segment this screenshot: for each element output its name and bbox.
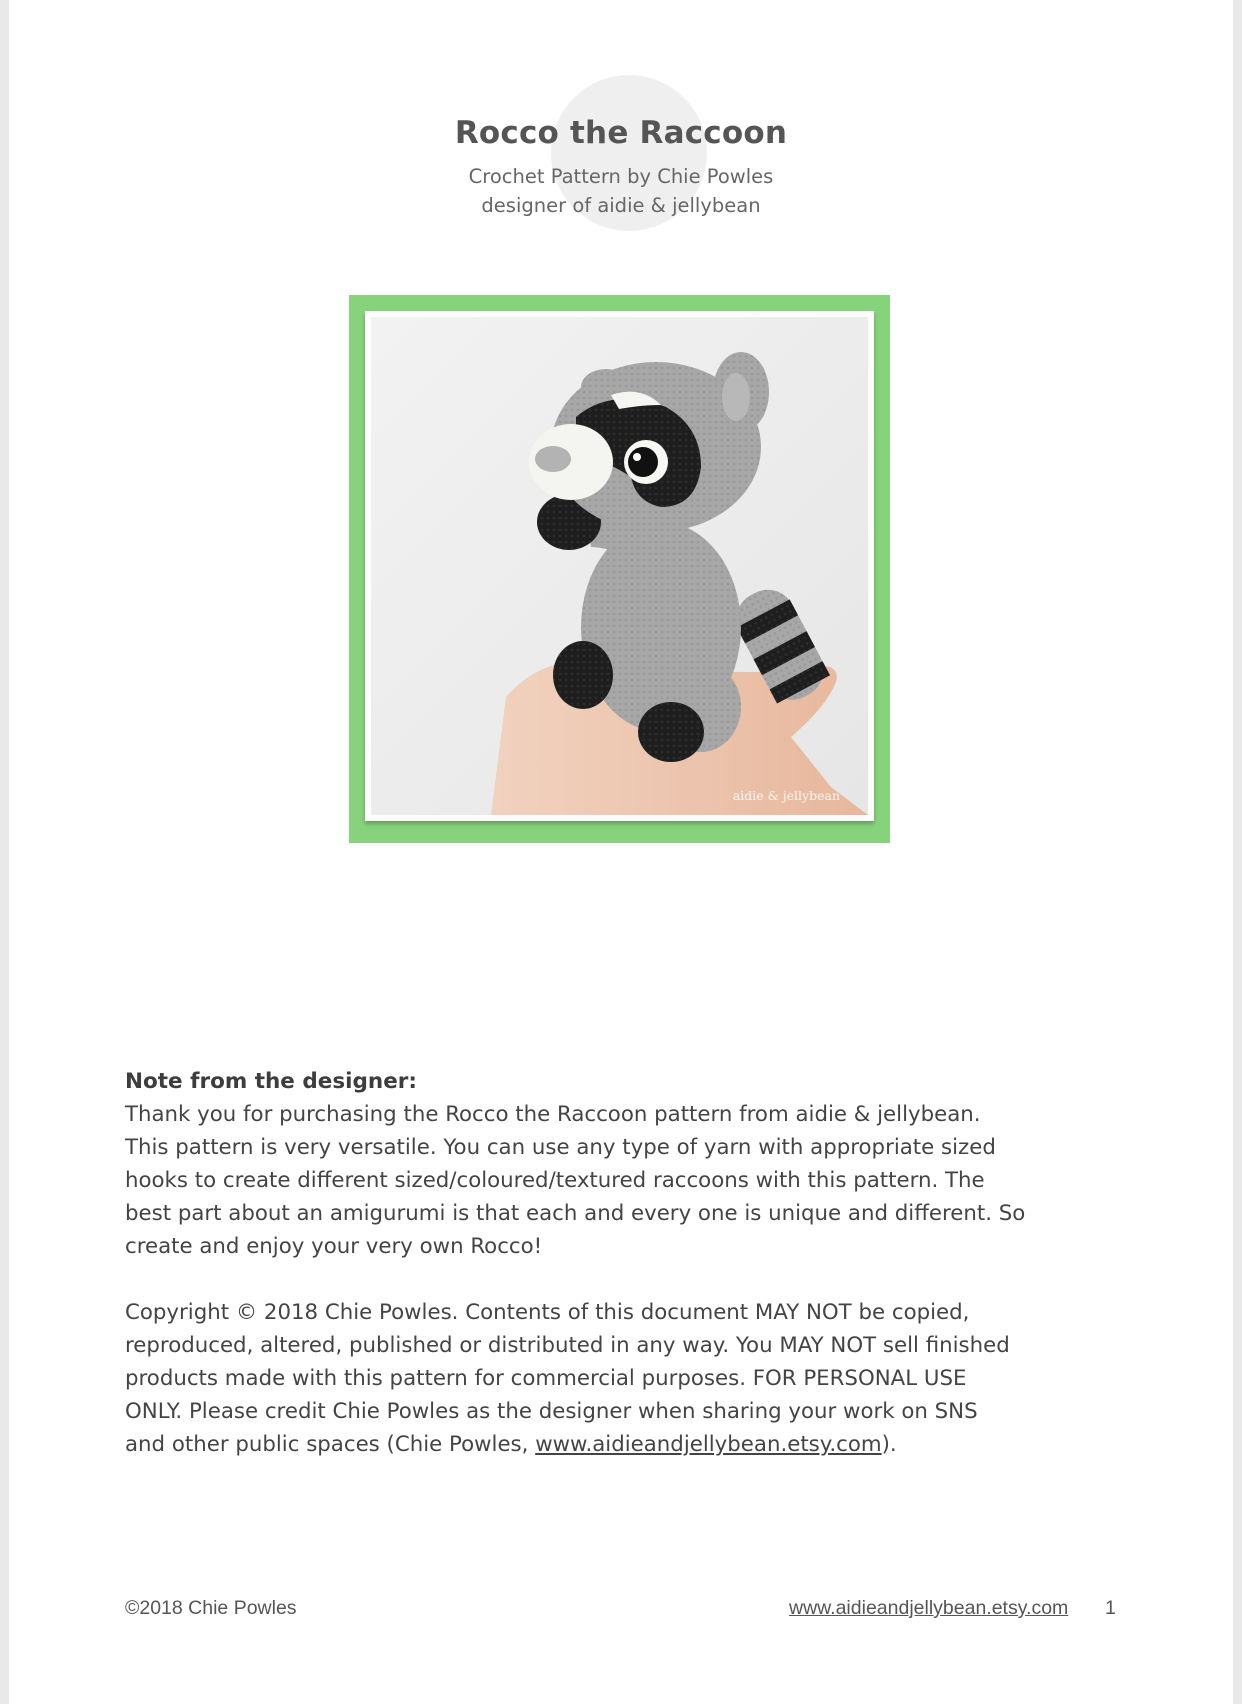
note-paragraph [125, 1098, 1085, 1263]
raccoon-photo [371, 317, 868, 815]
note-line: best part about an amigurumi is that each and every one is unique and different. So [125, 1201, 1026, 1226]
document-title: Rocco the Raccoon [454, 115, 788, 151]
copyright-line: products made with this pattern for commercial purposes. FOR PERSONAL USE [125, 1366, 967, 1391]
note-line: create and enjoy your very own Rocco! [125, 1234, 543, 1259]
copyright-text: and other public spaces (Chie Powles, [125, 1432, 536, 1457]
note-line: hooks to create different sized/coloured/textured raccoons with this pattern. The [125, 1168, 985, 1193]
note-heading: Note from the designer: [125, 1069, 417, 1094]
copyright-text: ). [881, 1432, 897, 1457]
copyright-line: reproduced, altered, published or distributed in any way. You MAY NOT sell finished [125, 1333, 1010, 1358]
copyright-paragraph [125, 1296, 1085, 1461]
footer-copyright: ©2018 Chie Powles [125, 1597, 297, 1619]
document-subtitle: Crochet Pattern by Chie Powles [468, 165, 774, 188]
page-number: 1 [1105, 1597, 1116, 1619]
photo-mat [365, 311, 874, 821]
note-line: This pattern is very versatile. You can use any type of yarn with appropriate sized [125, 1135, 996, 1160]
etsy-shop-link[interactable]: www.aidieandjellybean.etsy.com [535, 1432, 882, 1457]
copyright-line: ONLY. Please credit Chie Powles as the designer when sharing your work on SNS [125, 1399, 978, 1424]
document-page [9, 0, 1233, 1704]
copyright-line: Copyright © 2018 Chie Powles. Contents of this document MAY NOT be copied, [125, 1300, 970, 1325]
note-line: Thank you for purchasing the Rocco the Raccoon pattern from aidie & jellybean. [125, 1102, 981, 1127]
photo-frame [349, 295, 890, 843]
document-designer-line: designer of aidie & jellybean [481, 194, 761, 217]
raccoon-illustration [371, 317, 868, 815]
photo-credit: aidie & jellybean [732, 788, 840, 803]
copyright-line [125, 1428, 1085, 1461]
footer-etsy-link[interactable]: www.aidieandjellybean.etsy.com [789, 1597, 1069, 1619]
